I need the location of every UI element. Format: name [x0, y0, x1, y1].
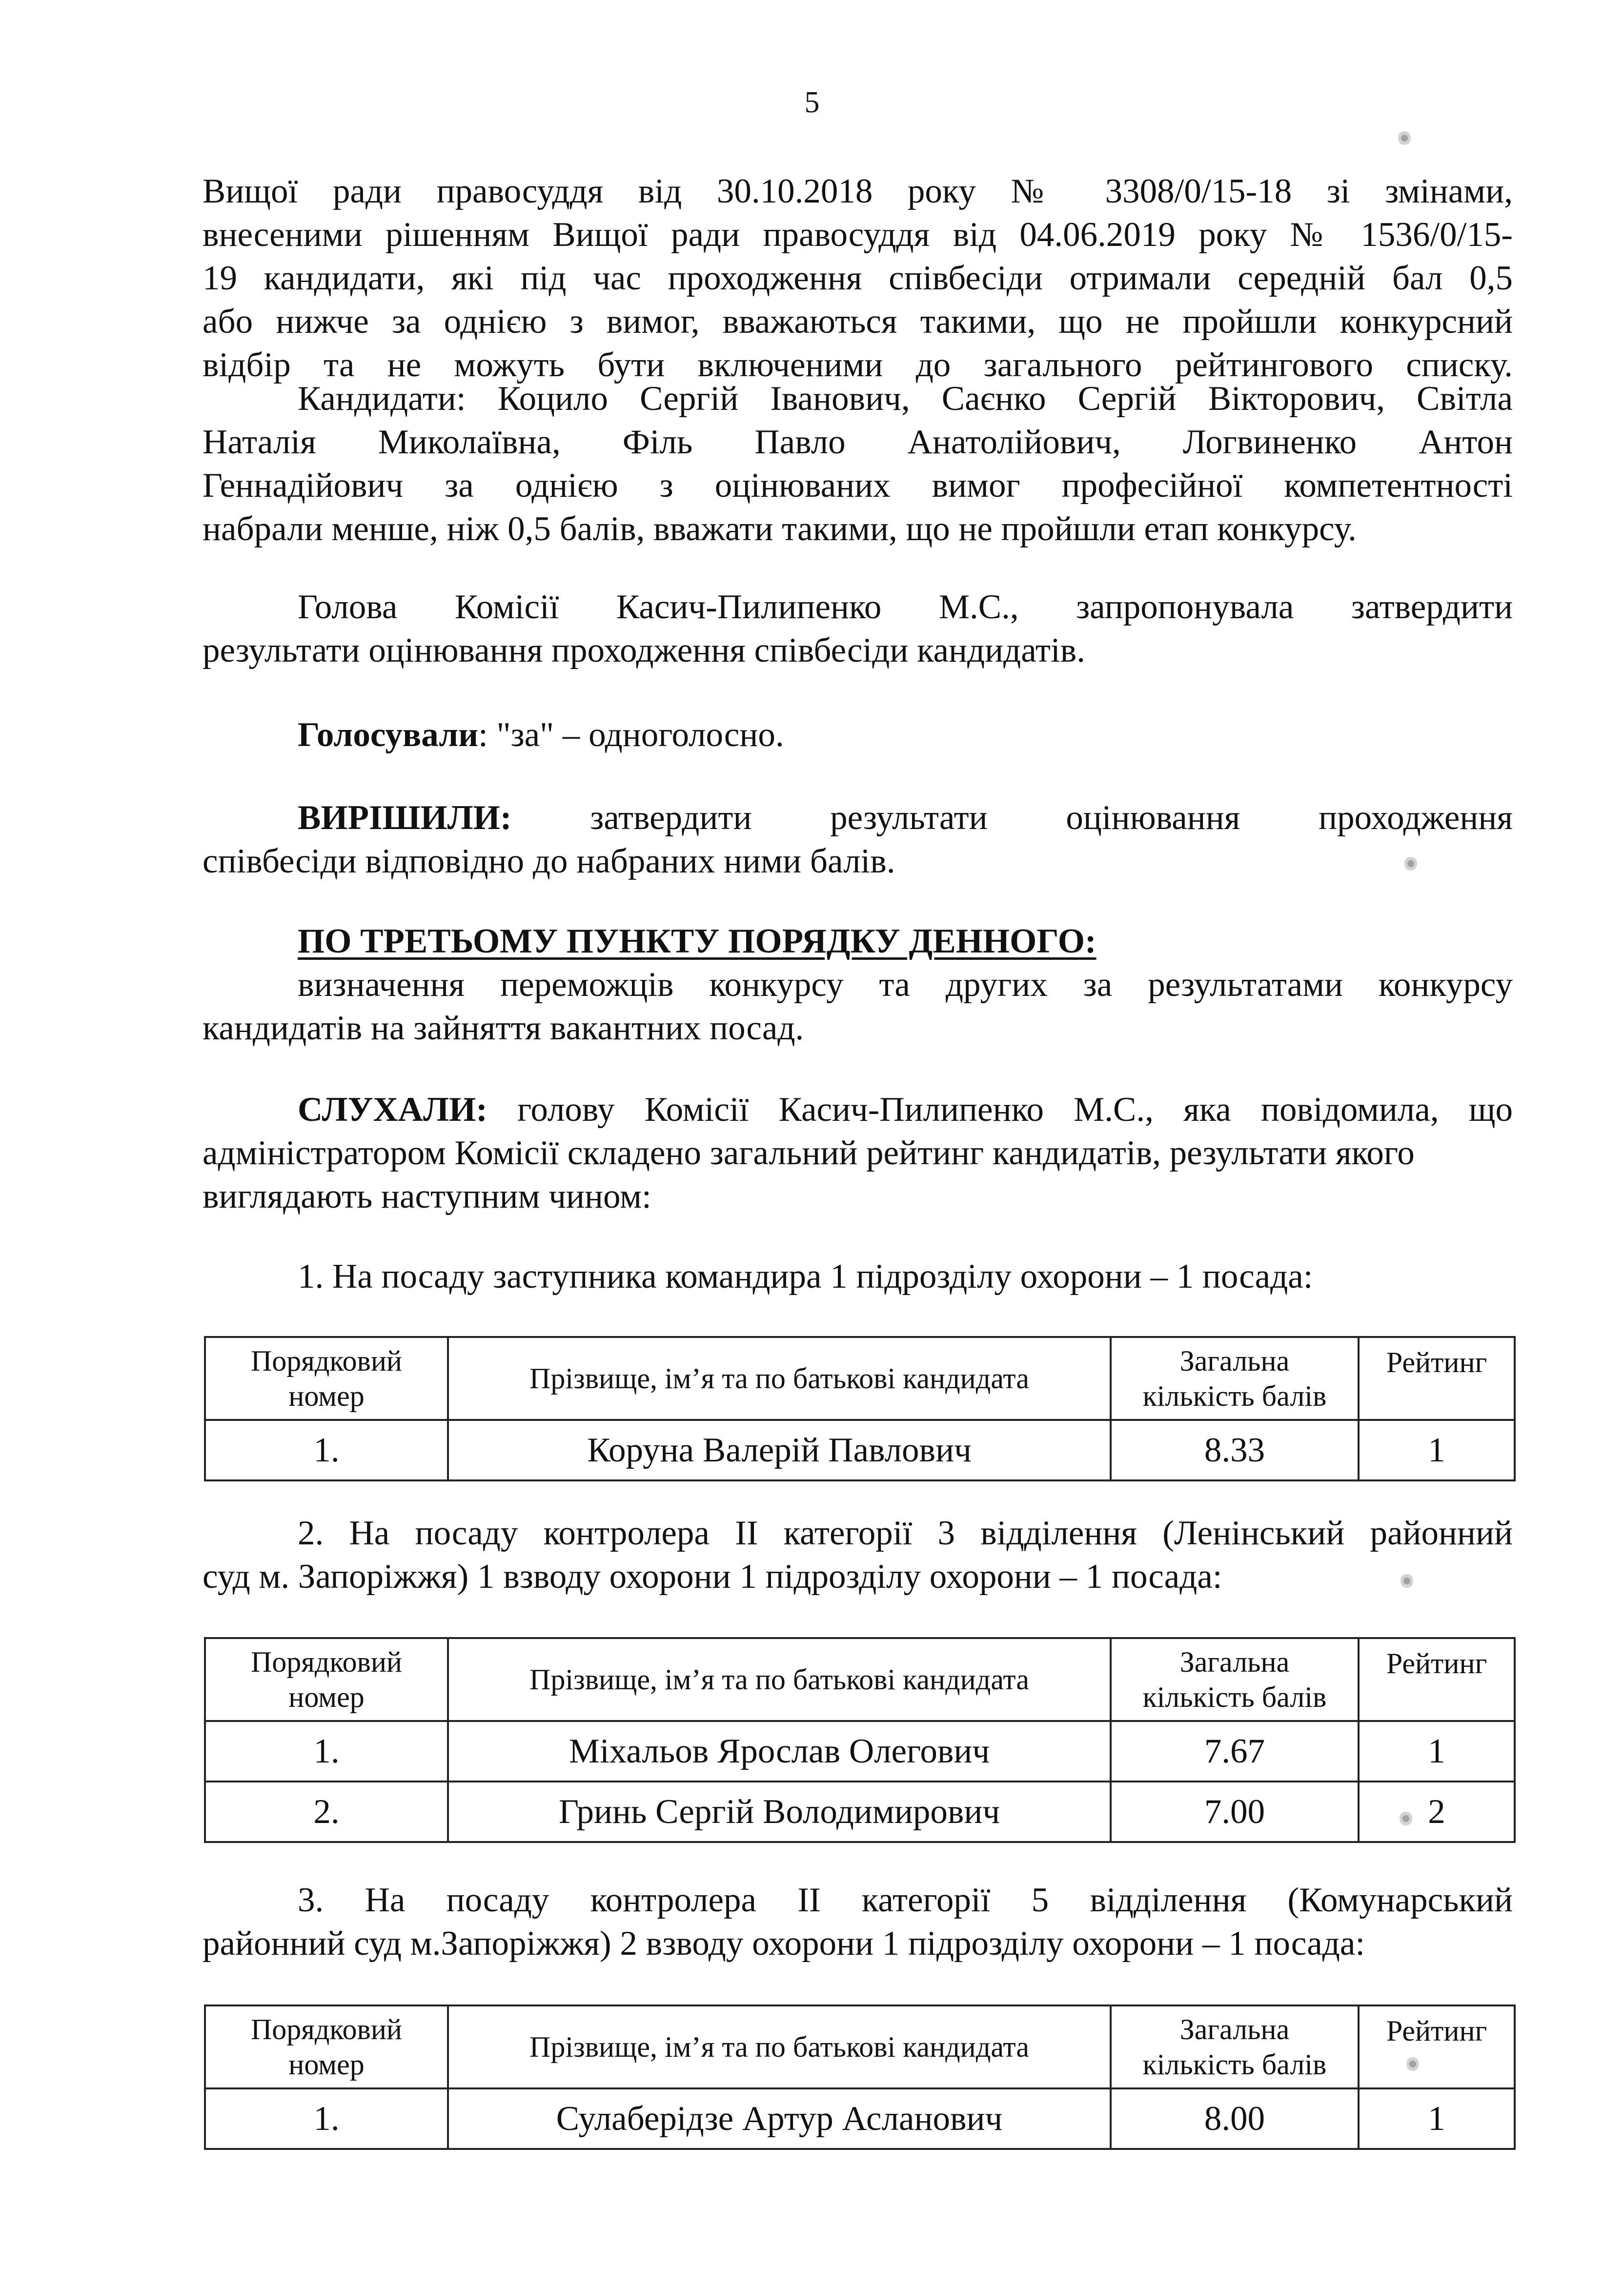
decision [203, 796, 1513, 883]
cell-rating: 2 [1359, 1782, 1515, 1842]
text-line: адміністратором Комісії складено загальний рейтинг кандидатів, результати якого [203, 1134, 1415, 1172]
cell-name: Міхальов Ярослав Олегович [448, 1721, 1111, 1782]
position-3-caption [203, 1879, 1513, 1965]
scan-speck [1401, 1574, 1413, 1588]
table-row [205, 2088, 1515, 2149]
cell-number: 1. [205, 1420, 448, 1480]
header-rating: Рейтинг [1359, 1337, 1515, 1420]
rating-table-3 [204, 2005, 1516, 2150]
text-line: 19 кандидати, які під час проходження співбесіди отримали середній бал 0,5 [203, 259, 1513, 297]
table-header-row [205, 1638, 1515, 1721]
text-line: 2. На посаду контролера ІІ категорії 3 відділення (Ленінський районний [298, 1514, 1513, 1552]
text-line: або нижче за однією з вимог, вважаються такими, що не пройшли конкурсний [203, 303, 1513, 341]
text-line: Голова Комісії Касич-Пилипенко М.С., запропонувала затвердити [298, 588, 1513, 626]
heard-label: СЛУХАЛИ: [298, 1091, 487, 1129]
text-line: Наталія Миколаївна, Філь Павло Анатолійович, Логвиненко Антон [203, 423, 1513, 461]
cell-rating: 1 [1359, 2088, 1515, 2149]
text-line [203, 796, 1513, 840]
cell-rating: 1 [1359, 1420, 1515, 1480]
cell-score: 7.67 [1111, 1721, 1359, 1782]
vote-text: : "за" – одноголосно. [478, 716, 784, 754]
cell-name: Гринь Сергій Володимирович [448, 1782, 1111, 1842]
header-number: Порядковий номер [205, 1337, 448, 1420]
text-line: суд м. Запоріжжя) 1 взводу охорони 1 підрозділу охорони – 1 посада: [203, 1558, 1222, 1596]
header-name: Прізвище, ім’я та по батькові кандидата [448, 1638, 1111, 1721]
header-name: Прізвище, ім’я та по батькові кандидата [448, 1337, 1111, 1420]
text-line: внесеними рішенням Вищої ради правосуддя від 04.06.2019 року № 1536/0/15- [203, 216, 1513, 254]
paragraph-failed-candidates [203, 377, 1513, 551]
text-line: Вищої ради правосуддя від 30.10.2018 року № 3308/0/15-18 зі змінами, [203, 172, 1513, 210]
text-line: Кандидати: Коцило Сергій Іванович, Саєнко Сергій Вікторович, Світла [298, 380, 1513, 418]
heard-text: голову Комісії Касич-Пилипенко М.С., яка повідомила, що [517, 1091, 1513, 1129]
vote-result [203, 713, 1513, 757]
rating-table-2 [204, 1637, 1516, 1843]
header-score: Загальна кількість балів [1111, 2005, 1359, 2088]
cell-name: Сулаберідзе Артур Асланович [448, 2088, 1111, 2149]
text-line: Геннадійович за однією з оцінюваних вимог професійної компетентності [203, 466, 1513, 505]
table-header-row [205, 2005, 1515, 2088]
text-line: 1. На посаду заступника командира 1 підрозділу охорони – 1 посада: [298, 1257, 1313, 1296]
page-number: 5 [804, 86, 820, 119]
cell-score: 8.00 [1111, 2088, 1359, 2149]
text-line: районний суд м.Запоріжжя) 2 взводу охорони 1 підрозділу охорони – 1 посада: [203, 1924, 1365, 1963]
position-2-caption [203, 1512, 1513, 1599]
header-number: Порядковий номер [205, 1638, 448, 1721]
decided-text: затвердити результати оцінювання проходження [590, 799, 1513, 837]
cell-score: 8.33 [1111, 1420, 1359, 1480]
cell-number: 1. [205, 2088, 448, 2149]
header-name: Прізвище, ім’я та по батькові кандидата [448, 2005, 1111, 2088]
text-line: співбесіди відповідно до набраних ними балів. [203, 842, 895, 880]
table-row [205, 1782, 1515, 1842]
paragraph-continuation [203, 170, 1513, 387]
header-number: Порядковий номер [205, 2005, 448, 2088]
cell-rating: 1 [1359, 1721, 1515, 1782]
header-rating: Рейтинг [1359, 1638, 1515, 1721]
text-line: набрали менше, ніж 0,5 балів, вважати такими, що не пройшли етап конкурсу. [203, 510, 1357, 548]
text-line: 3. На посаду контролера ІІ категорії 5 відділення (Комунарський [298, 1881, 1513, 1919]
decided-label: ВИРІШИЛИ: [298, 799, 512, 837]
agenda-item-3 [203, 920, 1513, 1050]
cell-score: 7.00 [1111, 1782, 1359, 1842]
paragraph-chair-proposal [203, 586, 1513, 672]
table-header-row [205, 1337, 1515, 1420]
cell-name: Коруна Валерій Павлович [448, 1420, 1111, 1480]
cell-number: 2. [205, 1782, 448, 1842]
table-row [205, 1420, 1515, 1480]
text-line: відбір та не можуть бути включеними до загального рейтингового списку. [203, 346, 1513, 384]
vote-label: Голосували [298, 716, 479, 754]
header-score: Загальна кількість балів [1111, 1638, 1359, 1721]
heard [203, 1088, 1513, 1218]
header-score: Загальна кількість балів [1111, 1337, 1359, 1420]
scan-speck [1404, 856, 1417, 871]
rating-table-1 [204, 1336, 1516, 1481]
text-line: кандидатів на зайняття вакантних посад. [203, 1009, 804, 1047]
position-1-caption [203, 1255, 1513, 1298]
text-line [203, 1088, 1513, 1132]
section-heading: ПО ТРЕТЬОМУ ПУНКТУ ПОРЯДКУ ДЕННОГО: [298, 922, 1096, 960]
text-line: виглядають наступним чином: [203, 1177, 651, 1215]
scan-speck [1398, 131, 1411, 145]
header-rating: Рейтинг [1359, 2005, 1515, 2088]
text-line: результати оцінювання проходження співбесіди кандидатів. [203, 631, 1085, 669]
scan-speck [1400, 1811, 1412, 1826]
cell-number: 1. [205, 1721, 448, 1782]
table-row [205, 1721, 1515, 1782]
scan-speck [1406, 2057, 1419, 2071]
text-line: визначення переможців конкурсу та других за результатами конкурсу [298, 966, 1513, 1004]
text-line [203, 713, 1513, 757]
